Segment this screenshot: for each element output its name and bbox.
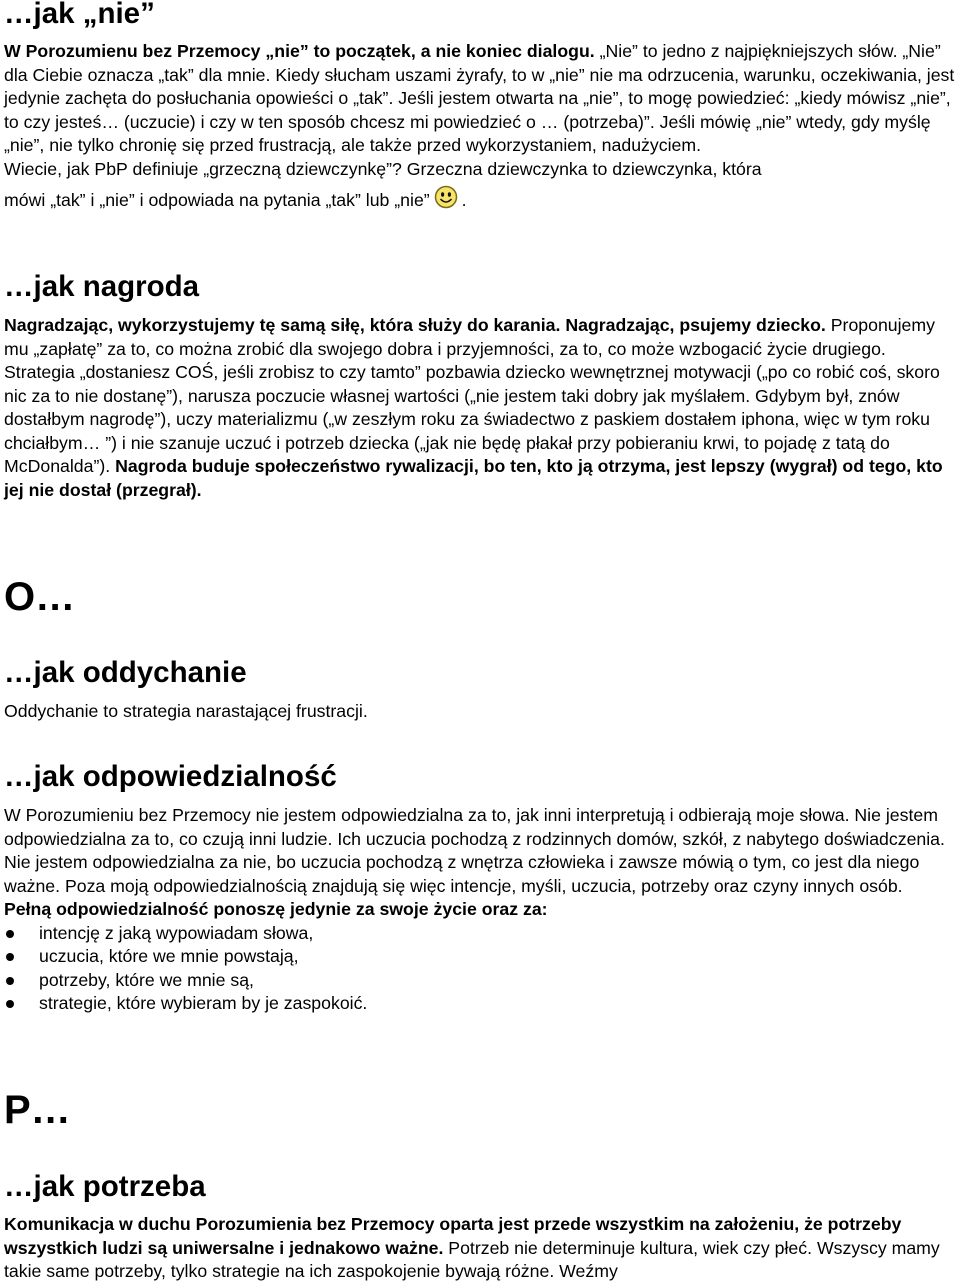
nagroda-text: Proponujemy mu „zapłatę” za to, co można zrobić dla swojego dobra i przyjemności, za to, co może wzbogacić życie drugiego. Strategia „dostaniesz COŚ, jeśli zrobisz to czy tamto” pozbawia dziecko wewnętrznej motywacji („po co robić coś, skoro nic za to nie dostanę”), narusza poczucie własnej wartości („nie jestem taki dobry jak myślałem. Gdybym był, znów dostałbym nagrodę”), uczy materializmu („w zeszłym roku za świadectwo z paskiem dostałem iphona, więc w tym roku chciałbym… ”) i nie szanuje uczuć i potrzeb dziecka („jak nie będę płakał przy pobieraniu krwi, to pojadę z tatą do McDonalda”). — [4, 315, 940, 476]
list-item: potrzeby, które we mnie są, — [4, 969, 960, 993]
paragraph-nie — [4, 40, 960, 216]
paragraph-nagroda — [4, 314, 960, 502]
odpowiedzialnosc-bold: Pełną odpowiedzialność ponoszę jedynie za swoje życie oraz za: — [4, 899, 548, 919]
heading-odpowiedzialnosc: …jak odpowiedzialność — [4, 760, 337, 793]
list-item: intencję z jaką wypowiadam słowa, — [4, 922, 960, 946]
paragraph-oddychanie: Oddychanie to strategia narastającej frustracji. — [4, 701, 368, 721]
heading-nagroda: …jak nagroda — [4, 270, 200, 303]
smiley-face-icon — [434, 185, 458, 216]
letter-o-heading: O… — [4, 575, 76, 619]
paragraph-odpowiedzialnosc: W Porozumieniu bez Przemocy nie jestem odpowiedzialna za to, jak inni interpretują i odbierają moje słowa. Nie jestem odpowiedzialna za to, co czują inni ludzie. Ich uczucia pochodzą z rodzinnych domów, szkół, z nabytego doświadczenia. Nie jestem odpowiedzialna za nie, bo uczucia pochodzą z wnętrza człowieka i zawsze mówią o tym, co jest dla niego ważne. Poza moją odpowiedzialnością znajdują się więc intencje, myśli, uczucia, potrzeby oraz czyny innych osób. — [4, 805, 945, 896]
nie-text: „Nie” to jedno z najpiękniejszych słów. „Nie” dla Ciebie oznacza „tak” dla mnie. Kiedy słucham uszami żyrafy, to w „nie” nie ma odrzucenia, warunku, oczekiwania, jest jedynie zachęta do posłuchania opowieści o „tak”. Jeśli jestem otwarta na „nie”, to mogę powiedzieć: „kiedy mówisz „nie”, to czy jesteś… (uczucie) i czy w ten sposób chcesz mi powiedzieć o … (potrzeba)”. Jeśli mówię „nie” wtedy, gdy myślę „nie”, nie tylko chronię się przed frustracją, ale także przed wykorzystaniem, nadużyciem. — [4, 41, 955, 155]
nie-bold-lead: W Porozumienu bez Przemocy „nie” to początek, a nie koniec dialogu. — [4, 41, 595, 61]
grzeczna-text-c: . — [461, 190, 467, 210]
heading-potrzeba: …jak potrzeba — [4, 1170, 206, 1203]
nagroda-bold-1: Nagradzając, wykorzystujemy tę samą siłę, która służy do karania. Nagradzając, psujemy dziecko. — [4, 315, 826, 335]
section-nie — [4, 0, 960, 32]
odpowiedzialnosc-list — [4, 922, 960, 1016]
paragraph-potrzeba — [4, 1213, 960, 1284]
grzeczna-line — [4, 185, 467, 216]
heading-nie: …jak „nie” — [4, 0, 155, 30]
nagroda-bold-2: Nagroda buduje społeczeństwo rywalizacji, bo ten, kto ją otrzyma, jest lepszy (wygrał) od tego, kto jej nie dostał (przegrał). — [4, 456, 943, 500]
potrzeba-bold: Komunikacja w duchu Porozumienia bez Przemocy oparta jest przede wszystkim na założeniu, że potrzeby wszystkich ludzi są uniwersalne i jednakowo ważne. — [4, 1214, 902, 1258]
grzeczna-text-b: mówi „tak” i „nie” i odpowiada na pytania „tak” lub „nie” — [4, 190, 430, 210]
section-odpowiedzialnosc — [4, 804, 960, 1016]
list-item: uczucia, które we mnie powstają, — [4, 945, 960, 969]
letter-p-heading: P… — [4, 1088, 71, 1132]
grzeczna-text-a: Wiecie, jak PbP definiuje „grzeczną dziewczynkę”? Grzeczna dziewczynka to dziewczynka, która — [4, 158, 762, 179]
list-item: strategie, które wybieram by je zaspokoić. — [4, 992, 960, 1016]
potrzeba-text: Potrzeb nie determinuje kultura, wiek czy płeć. Wszyscy mamy takie same potrzeby, tylko strategie na ich zaspokojenie bywają różne. Weźmy — [4, 1237, 940, 1281]
heading-oddychanie: …jak oddychanie — [4, 656, 247, 689]
